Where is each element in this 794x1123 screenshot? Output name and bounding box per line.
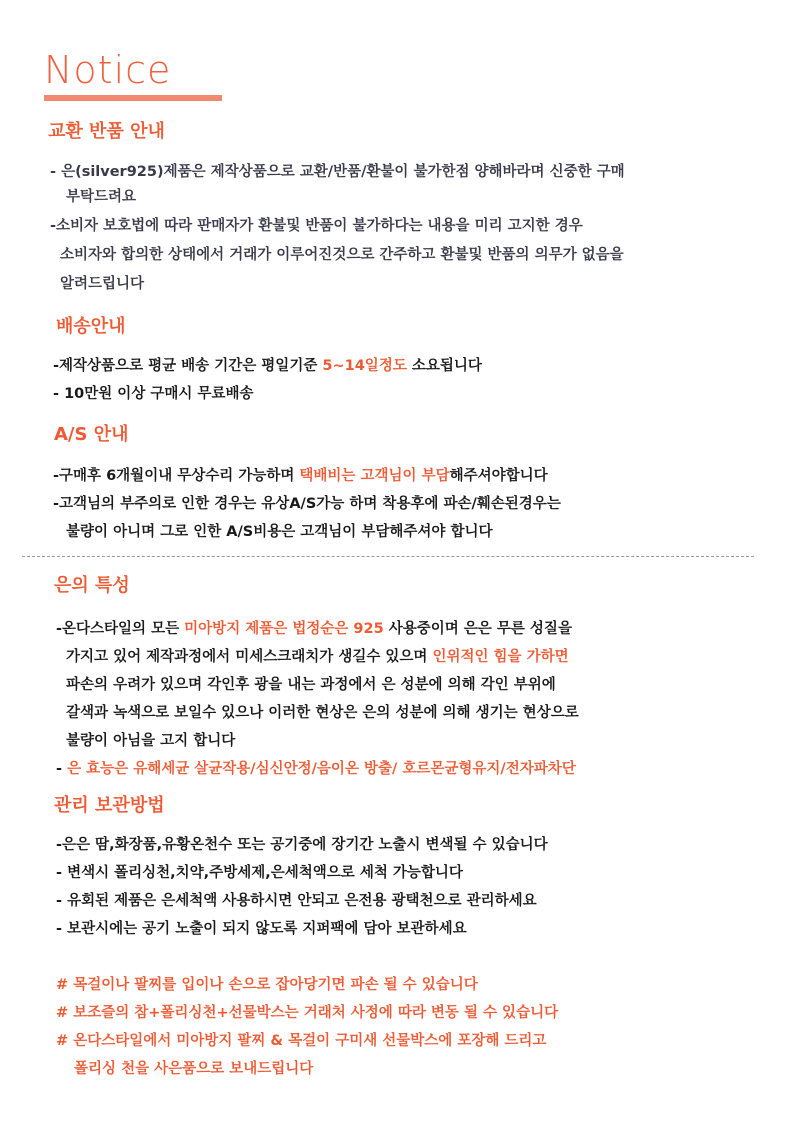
page-title: Notice [44, 48, 172, 92]
silver-line-1-tail: 사용중이며 은은 무른 성질을 [383, 621, 572, 637]
note-3: # 온다스타일에서 미아방지 팔찌 & 목걸이 구미새 선물박스에 포장해 드리고 [56, 1033, 547, 1049]
silver-line-1-text: -온다스타일의 모든 [56, 621, 185, 637]
silver-line-1 [56, 619, 572, 639]
silver-925-highlight: 미아방지 제품은 법정순은 925 [184, 621, 384, 637]
as-line-1-tail: 해주셔야합니다 [449, 468, 548, 484]
note-1: # 목걸이나 팔찌를 입이나 손으로 잡아당기면 파손 될 수 있습니다 [56, 977, 478, 993]
shipping-line-1-text: -제작상품으로 평균 배송 기간은 평일기준 [53, 358, 323, 374]
title-underline [44, 95, 222, 101]
shipping-line-1-tail: 소요됩니다 [406, 358, 482, 374]
care-heading: 관리 보관방법 [54, 795, 165, 816]
shipping-heading: 배송안내 [56, 316, 126, 337]
exchange-heading: 교환 반품 안내 [48, 121, 165, 142]
exchange-line-5: 알려드립니다 [60, 276, 145, 292]
exchange-line-4: 소비자와 합의한 상태에서 거래가 이루어진것으로 간주하고 환불및 반품의 의무가 없음을 [60, 247, 624, 263]
silver-line-5: 불량이 아님을 고지 합니다 [66, 733, 236, 749]
silver-line-3: 파손의 우려가 있으며 각인후 광을 내는 과정에서 은 성분에 의해 각인 부위에 [66, 677, 556, 693]
as-line-1 [53, 466, 548, 486]
silver-line-4: 갈색과 녹색으로 보일수 있으나 이러한 현상은 은의 성분에 의해 생기는 현상으로 [66, 705, 579, 721]
silver-line-6-dash: - [56, 761, 68, 777]
as-line-3: 불량이 아니며 그로 인한 A/S비용은 고객님이 부담해주셔야 합니다 [66, 524, 493, 540]
silver-heading: 은의 특성 [54, 575, 130, 596]
shipping-line-1 [53, 356, 482, 376]
exchange-line-2: 부탁드려요 [66, 189, 137, 205]
care-line-3: - 유회된 제품은 은세척액 사용하시면 안되고 은전용 광택천으로 관리하세요 [56, 893, 537, 909]
shipping-period-highlight: 5~14일정도 [322, 358, 407, 374]
exchange-line-3: -소비자 보호법에 따라 판매자가 환불및 반품이 불가하다는 내용을 미리 고지한 경우 [50, 218, 583, 234]
as-heading: A/S 안내 [54, 424, 129, 445]
silver-force-highlight: 인위적인 힘을 가하면 [432, 649, 569, 665]
note-2: # 보조즐의 참+폴리싱천+선물박스는 거래처 사정에 따라 변동 될 수 있습니다 [56, 1005, 559, 1021]
shipping-line-2: - 10만원 이상 구매시 무료배송 [53, 386, 254, 402]
note-4: 폴리싱 천을 사은품으로 보내드립니다 [74, 1061, 314, 1077]
care-line-1: -은은 땀,화장품,유황온천수 또는 공기중에 장기간 노출시 변색될 수 있습니다 [56, 837, 548, 853]
as-shipping-fee-highlight: 택배비는 고객님이 부담 [299, 468, 450, 484]
section-divider [22, 556, 754, 557]
silver-line-6 [56, 759, 576, 779]
care-line-2: - 변색시 폴리싱천,치약,주방세제,은세척액으로 세척 가능합니다 [56, 865, 463, 881]
silver-benefits-highlight: 은 효능은 유해세균 살균작용/심신안정/음이온 방출/ 호르몬균형유지/전자파차단 [67, 761, 576, 777]
exchange-line-1: - 은(silver925)제품은 제작상품으로 교환/반품/환불이 불가한점 양해바라며 신중한 구매 [50, 164, 625, 180]
care-line-4: - 보관시에는 공기 노출이 되지 않도록 지퍼팩에 담아 보관하세요 [56, 921, 467, 937]
as-line-1-text: -구매후 6개월이내 무상수리 가능하며 [53, 468, 300, 484]
silver-line-2 [66, 647, 569, 667]
as-line-2: -고객님의 부주의로 인한 경우는 유상A/S가능 하며 착용후에 파손/훼손된경우는 [53, 496, 561, 512]
silver-line-2-text: 가지고 있어 제작과정에서 미세스크래치가 생길수 있으며 [66, 649, 433, 665]
